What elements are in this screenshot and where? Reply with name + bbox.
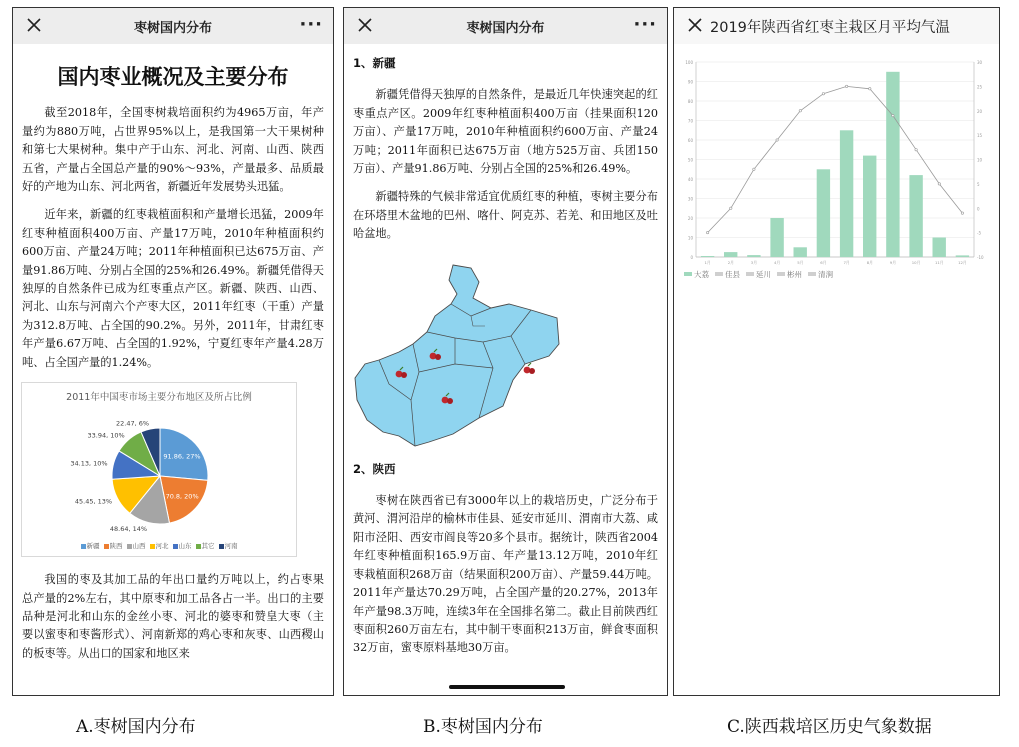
legend-item [104,541,123,550]
pie-data-label: 34.13, 10% [70,459,108,468]
legend-item [81,541,100,550]
top-bar [344,8,667,44]
bar-8月 [863,156,876,257]
line-point-3月 [753,168,755,170]
y-tick-label-right: 10 [977,157,983,163]
close-icon[interactable] [356,16,374,34]
x-tick-label: 5月 [797,260,804,265]
x-tick-label: 9月 [889,260,897,265]
section-heading-xinjiang: 1、新疆 [353,56,396,70]
top-bar [674,8,999,44]
chart-title: 2011年中国枣市场主要分布地区及所占比例 [66,392,252,404]
y-tick-label-left: 60 [687,138,693,143]
x-tick-label: 2月 [727,260,734,265]
bar-7月 [840,130,853,257]
y-tick-label-left: 70 [687,118,693,124]
y-tick-label-left: 50 [687,157,693,163]
phone-screen-a [12,7,334,696]
bar-11月 [933,238,946,258]
legend-swatch [127,544,132,549]
page-title: 枣树国内分布 [133,20,212,36]
pie-data-label: 33.94, 10% [87,431,125,440]
line-point-10月 [915,149,917,151]
article-paragraph: 截至2018年，全国枣树栽培面积约为4965万亩，年产量约为880万吨，占世界95%以上，是我国第一大干果树种和第七大果树种。集中产于山东、河北、河南、山西、陕西五省，产量占全国总产量的90%～93%，产量最多、品质最好的产地为山东、河北两省，新疆近年发展势头迅猛。 [22,106,324,194]
bar-6月 [817,169,830,257]
legend-swatch [150,544,155,549]
section-heading-shaanxi: 2、陕西 [353,461,396,476]
legend-swatch [173,544,178,549]
legend-swatch [196,544,201,549]
legend-label: 山西 [132,542,146,551]
figure-caption-c: C.陕西栽培区历史气象数据 [727,717,932,737]
pie-chart-svg [22,383,298,558]
x-tick-label: 10月 [911,260,921,265]
bar-9月 [886,72,899,257]
figure-caption-a: A.枣树国内分布 [76,717,196,737]
legend-label: 河南 [224,542,238,551]
y-tick-label-left: 100 [685,60,693,65]
x-tick-label: 11月 [934,260,944,265]
legend-swatch [684,272,692,276]
figure-caption-b: B.枣树国内分布 [423,717,543,737]
legend-swatch [746,272,754,276]
legend-swatch [104,544,109,549]
legend-item [219,541,238,550]
y-tick-label-left: 0 [690,255,693,260]
pie-data-label: 70.8, 20% [165,492,199,501]
legend-item [127,541,146,550]
pie-chart [21,382,297,557]
line-point-11月 [938,183,940,185]
y-tick-label-left: 10 [687,235,693,241]
legend-label: 大荔 [694,270,709,279]
more-icon[interactable]: ··· [299,14,323,35]
line-point-12月 [961,212,963,214]
legend-swatch [81,544,86,549]
line-point-5月 [799,110,801,112]
article-paragraph: 我国的枣及其加工品的年出口量约万吨以上，约占枣果总产量的2%左右，其中原枣和加工品各占一半。出口的主要品种是河北和山东的金丝小枣、河北的婆枣和赞皇大枣（主要以蜜枣和枣酱形式）、河南新郑的鸡心枣和灰枣、山西稷山的板枣等。从出口的国家和地区来 [22,573,324,660]
home-indicator[interactable] [449,685,565,689]
x-tick-label: 1月 [704,260,711,265]
article-paragraph: 近年来，新疆的红枣栽植面积和产量增长迅猛，2009年红枣种植面积400万亩、产量17万吨，2010年种植面积约600万亩、产量24万吨；2011年种植面积已达675万亩、产量91.86万吨、分别占全国的25%和26.49%。新疆凭借得天独厚的自然条件已成为红枣重点产区。新疆、陕西、山西、河北、山东与河南六个产枣大区，2011年红枣（干重）产量为312.8万吨、占全国的90.2%。另外，2011年，甘肃红枣年产量6.67万吨、占全国的1.92%，宁夏红枣年产量4.28万吨、占全国产量的1.24%。 [22,208,324,369]
legend-label: 佳县 [725,270,740,279]
article-paragraph: 新疆凭借得天独厚的自然条件，是最近几年快速突起的红枣重点产区。2009年红枣种植面积400万亩（挂果面积120万亩）、产量17万吨，2010年种植面积约600万亩、产量24万吨；2011年面积已达675万亩（地方525万亩、兵团150万亩）、产量91.86万吨、分别占全国的25%和26.49%。 [353,88,658,176]
line-point-8月 [869,88,871,90]
legend-label: 新疆 [86,542,100,551]
y-tick-label-right: 30 [977,60,983,65]
y-tick-label-left: 40 [687,177,693,182]
line-point-7月 [845,85,847,87]
x-tick-label: 4月 [773,260,781,265]
y-tick-label-left: 30 [687,196,693,202]
close-icon[interactable] [686,16,704,34]
legend-item [150,541,169,550]
y-tick-label-right: 5 [977,181,980,187]
more-icon[interactable]: ··· [633,14,657,35]
legend-swatch [715,272,723,276]
article-paragraph: 新疆特殊的气候非常适宜优质红枣的种植，枣树主要分布在环塔里木盆地的巴州、喀什、阿克苏、若羌、和田地区及吐哈盆地。 [353,190,658,241]
line-point-1月 [706,231,708,233]
x-tick-label: 8月 [866,260,873,265]
legend-label: 陕西 [109,542,123,551]
chart-legend [22,541,296,550]
bar-2月 [724,252,737,257]
page-title: 2019年陕西省红枣主栽区月平均气温 [710,19,950,36]
y-tick-label-right: 15 [977,133,983,139]
x-tick-label: 7月 [843,260,850,265]
phone-screen-c [673,7,1000,696]
y-tick-label-right: 0 [977,206,980,212]
legend-item [196,541,215,550]
legend-label: 清涧 [818,270,833,279]
legend-label: 彬州 [787,270,802,279]
legend-swatch [777,272,785,276]
page-title: 枣树国内分布 [466,20,545,36]
article-content[interactable] [344,44,667,695]
x-tick-label: 6月 [820,260,827,265]
bar-5月 [794,247,807,257]
top-bar [13,8,333,44]
legend-item [173,541,192,550]
close-icon[interactable] [25,16,43,34]
y-tick-label-right: 25 [977,84,983,90]
phone-screen-b [343,7,668,696]
y-tick-label-right: -10 [977,255,984,260]
bar-4月 [770,218,783,257]
bar-3月 [747,255,760,257]
x-tick-label: 3月 [750,260,758,265]
pie-data-label: 91.86, 27% [163,452,201,461]
y-tick-label-left: 20 [687,216,693,221]
line-point-9月 [892,114,894,116]
jujube-marker-icon [524,363,535,374]
legend-label: 山东 [178,542,192,551]
line-point-6月 [822,93,824,95]
article-content[interactable] [13,44,333,695]
legend-swatch [808,272,816,276]
line-point-4月 [776,139,778,141]
bar-10月 [909,175,922,257]
legend-label: 河北 [155,542,169,551]
xinjiang-map [353,260,561,450]
pie-data-label: 45.45, 13% [74,497,113,506]
pie-data-label: 48.64, 14% [109,524,148,533]
y-tick-label-left: 80 [687,99,693,104]
legend-label: 延川 [756,270,771,279]
article-paragraph: 枣树在陕西省已有3000年以上的栽培历史，广泛分布于黄河、渭河沿岸的榆林市佳县、延安市延川、渭南市大荔、咸阳市泾阳、西安市阎良等20多个县市。据统计，陕西省2004年红枣种植面积165.9万亩、年产量13.12万吨，2010年红枣栽植面积268万亩（结果面积200万亩）、产量59.44万吨。2011年产量达70.29万吨，占全国产量的20.27%，2013年年产量98.3万吨，连续3年在全国排名第二。截止目前陕西红枣面积260万亩左右，其中制干枣面积213万亩，鲜食枣面积32万亩，蜜枣原料基地30万亩。 [353,494,658,655]
legend-swatch [219,544,224,549]
x-tick-label: 12月 [958,260,967,265]
bar-12月 [956,255,969,257]
pie-data-label: 22.47, 6% [116,419,150,428]
y-tick-label-right: -5 [977,230,981,236]
y-tick-label-right: 20 [977,108,983,114]
bar-1月 [701,256,714,257]
article-heading: 国内枣业概况及主要分布 [57,65,289,89]
chart-content[interactable] [674,44,999,695]
y-tick-label-left: 90 [687,79,693,85]
line-point-2月 [730,207,732,209]
legend-label: 其它 [201,542,215,551]
map-svg [353,260,561,450]
weather-combo-chart [674,44,999,695]
